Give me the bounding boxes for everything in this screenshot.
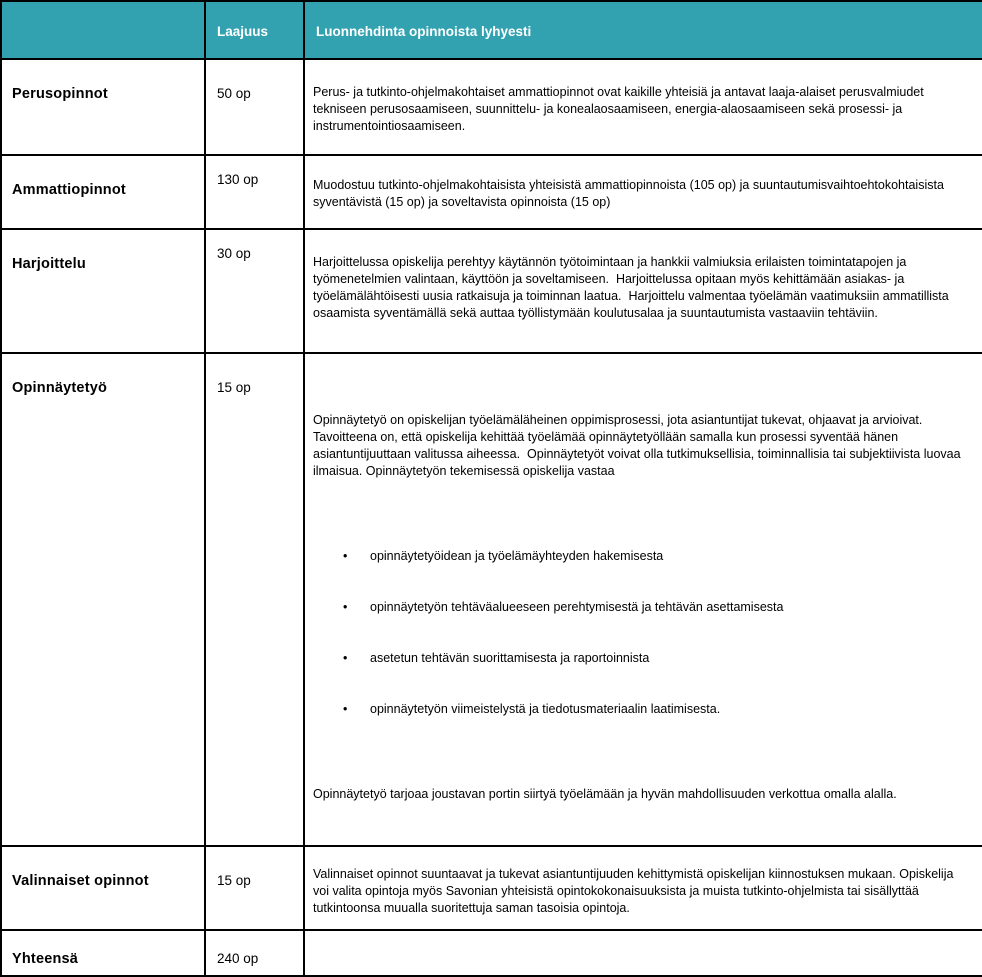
thesis-desc-outro: Opinnäytetyö tarjoaa joustavan portin siirtyä työelämään ja hyvän mahdollisuuden verkottua omalla alalla. xyxy=(313,787,897,801)
table-row-yhteensa xyxy=(1,930,982,976)
thesis-bullet-list xyxy=(313,514,972,752)
row-description: Perus- ja tutkinto-ohjelmakohtaiset ammattiopinnot ovat kaikille yhteisiä ja antavat laaja-alaiset perusvalmiudet tekniseen perusosaamiseen, suunnittelu- ja konealaosaamiseen, energia-alaosaamiseen sekä prosessi- ja instrumentointiosaamiseen. xyxy=(304,59,982,155)
table-header-row xyxy=(1,1,982,59)
row-extent: 130 op xyxy=(205,155,304,229)
row-description: Muodostuu tutkinto-ohjelmakohtaisista yhteisistä ammattiopinnoista (105 op) ja suuntautumisvaihtoehtokohtaisista syventävistä (15 op) ja soveltavista opinnoista (15 op) xyxy=(304,155,982,229)
row-extent: 15 op xyxy=(205,846,304,930)
header-cell-extent: Laajuus xyxy=(205,1,304,59)
bullet-item: • opinnäytetyöidean ja työelämäyhteyden hakemisesta xyxy=(313,548,972,565)
row-description: Valinnaiset opinnot suuntaavat ja tukevat asiantuntijuuden kehittymistä opiskelijan kiinnostuksen mukaan. Opiskelija voi valita opintoja myös Savonian yhteisistä opintokokonaisuuksista ja muista tutkinto-ohjelmista tai sisällyttää tutkintoonsa muualla suoritettuja saman tasoisia opintoja. xyxy=(304,846,982,930)
table-row-opinnaytetyo xyxy=(1,353,982,846)
row-extent: 50 op xyxy=(205,59,304,155)
table-row-harjoittelu xyxy=(1,229,982,353)
row-label: Perusopinnot xyxy=(1,59,205,155)
bullet-item: • opinnäytetyön viimeistelystä ja tiedotusmateriaalin laatimisesta. xyxy=(313,701,972,718)
row-label: Valinnaiset opinnot xyxy=(1,846,205,930)
row-label: Yhteensä xyxy=(1,930,205,976)
bullet-item: • asetetun tehtävän suorittamisesta ja raportoinnista xyxy=(313,650,972,667)
row-extent: 30 op xyxy=(205,229,304,353)
row-description xyxy=(304,930,982,976)
row-label: Harjoittelu xyxy=(1,229,205,353)
row-extent: 15 op xyxy=(205,353,304,846)
header-cell-description: Luonnehdinta opinnoista lyhyesti xyxy=(304,1,982,59)
row-label: Ammattiopinnot xyxy=(1,155,205,229)
header-cell-category xyxy=(1,1,205,59)
thesis-desc-intro: Opinnäytetyö on opiskelijan työelämäläheinen oppimisprosessi, jota asiantuntijat tukevat, ohjaavat ja arvioivat. Tavoitteena on, että opiskelija kehittää työelämää opinnäytetyöllään samalla kun prosessi syventää hänen asiantuntijuuttaan valitussa aiheessa. Opinnäytetyöt voivat olla tutkimuksellisia, toiminnallisia tai subjektiivista luovaa ilmaisua. Opinnäytetyön tekemisessä opiskelija vastaa xyxy=(313,413,965,478)
table-row-perusopinnot xyxy=(1,59,982,155)
table-row-ammattiopinnot xyxy=(1,155,982,229)
row-description: Harjoittelussa opiskelija perehtyy käytännön työtoimintaan ja hankkii valmiuksia erilaisten toimintatapojen ja työmenetelmien valintaan, käyttöön ja soveltamiseen. Harjoittelussa opitaan myös kehittämään asiakas- ja työelämälähtöisesti uusia ratkaisuja ja toiminnan laatua. Harjoittelu valmentaa työelämän vaatimuksiin ammatillista osaamista syventämällä sekä auttaa työllistymään koulutusalaa ja suuntautumista vastaaviin tehtäviin. xyxy=(304,229,982,353)
row-description xyxy=(304,353,982,846)
row-label: Opinnäytetyö xyxy=(1,353,205,846)
table-row-valinnaiset-opinnot xyxy=(1,846,982,930)
row-extent: 240 op xyxy=(205,930,304,976)
bullet-item: • opinnäytetyön tehtäväalueeseen perehtymisestä ja tehtävän asettamisesta xyxy=(313,599,972,616)
